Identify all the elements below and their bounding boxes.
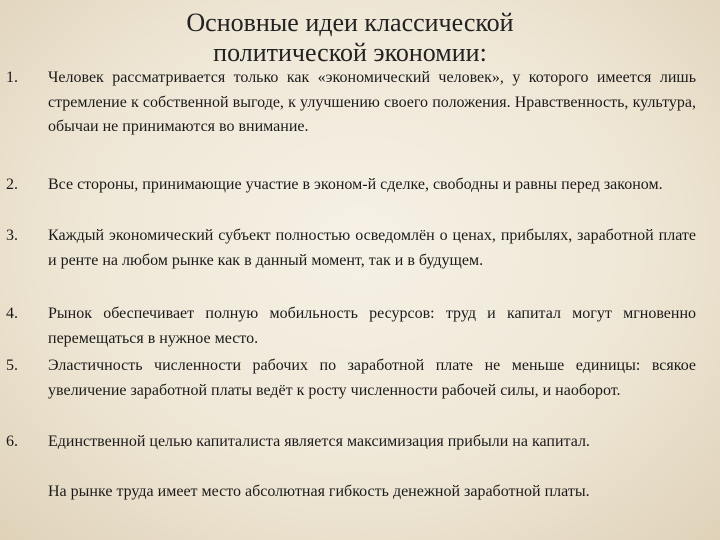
- item-number: 4.: [6, 305, 18, 322]
- item-text: Человек рассматривается только как «экономический человек», у которого имеется лишь стремление к собственной выгоде, к улучшению своего положения. Нравственность, культура, обычаи не принимаются во внимание.: [48, 69, 696, 135]
- item-number: 5.: [6, 357, 18, 374]
- item-text: Единственной целью капиталиста является максимизация прибыли на капитал.: [48, 433, 590, 450]
- title-line-1: Основные идеи классической: [186, 8, 514, 37]
- item-text: На рынке труда имеет место абсолютная гибкость денежной заработной платы.: [48, 483, 590, 500]
- title-line-2: политической экономии:: [213, 38, 487, 67]
- item-number: 2.: [6, 176, 18, 193]
- item-text: Эластичность численности рабочих по заработной плате не меньше единицы: всякое увеличение заработной платы ведёт к росту численности рабочей силы, и наоборот.: [48, 357, 696, 399]
- item-number: 3.: [6, 227, 18, 244]
- item-text: Все стороны, принимающие участие в эконом-й сделке, свободны и равны перед законом.: [48, 176, 663, 193]
- item-number: 6.: [6, 433, 18, 450]
- item-number: 1.: [6, 69, 18, 86]
- item-text: Каждый экономический субъект полностью осведомлён о ценах, прибылях, заработной плате и ренте на любом рынке как в данный момент, так и в будущем.: [48, 227, 696, 269]
- item-text: Рынок обеспечивает полную мобильность ресурсов: труд и капитал могут мгновенно перемещаться в нужное место.: [48, 305, 696, 347]
